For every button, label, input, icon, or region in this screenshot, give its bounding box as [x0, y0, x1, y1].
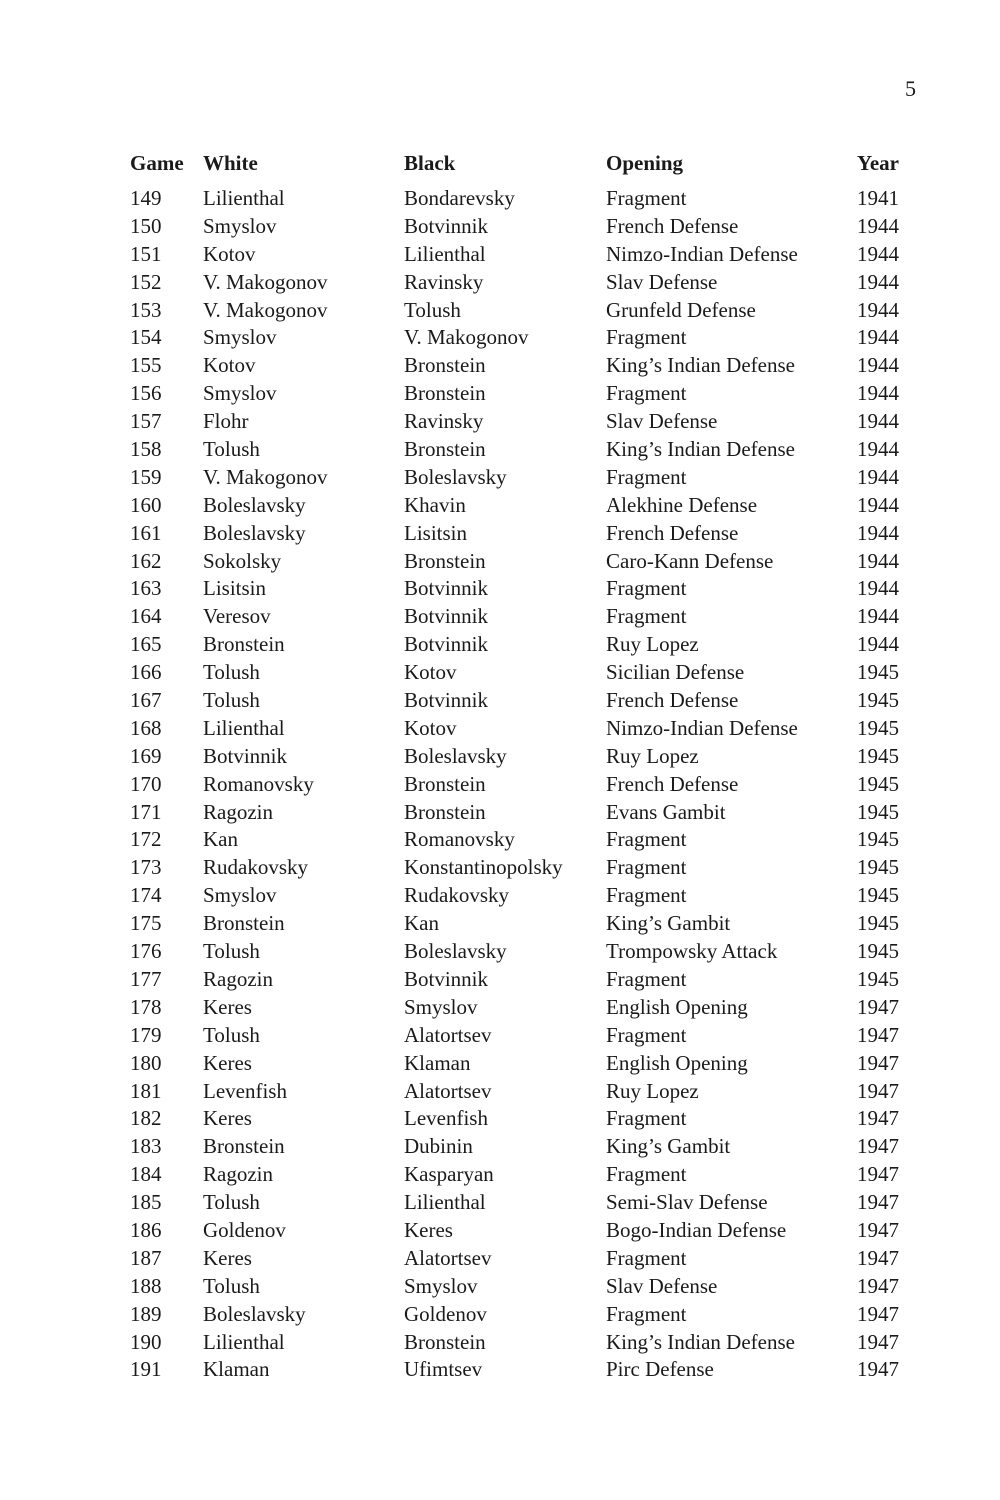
- table-row: [130, 1161, 905, 1189]
- header-year: Year: [857, 151, 899, 175]
- table-row: [130, 994, 905, 1022]
- cell-game: 173: [130, 855, 162, 880]
- cell-year: 1944: [857, 492, 899, 517]
- cell-year: 1944: [857, 409, 899, 434]
- cell-white: Smyslov: [203, 381, 277, 406]
- cell-opening: Fragment: [606, 1301, 687, 1326]
- cell-opening: Fragment: [606, 381, 687, 406]
- header-white: White: [203, 151, 258, 175]
- cell-game: 182: [130, 1106, 162, 1131]
- header-game: Game: [130, 151, 184, 175]
- cell-white: Lilienthal: [203, 715, 285, 740]
- cell-game: 151: [130, 241, 162, 266]
- table-row: [130, 520, 905, 548]
- cell-opening: Alekhine Defense: [606, 492, 758, 517]
- cell-black: Levenfish: [404, 1106, 488, 1131]
- cell-opening: Bogo-Indian Defense: [606, 1217, 787, 1242]
- cell-game: 184: [130, 1162, 162, 1187]
- cell-year: 1947: [857, 1273, 899, 1298]
- cell-white: Boleslavsky: [203, 520, 306, 545]
- cell-black: Bronstein: [404, 1329, 486, 1354]
- cell-white: Goldenov: [203, 1217, 286, 1242]
- cell-year: 1945: [857, 688, 899, 713]
- cell-year: 1947: [857, 1245, 899, 1270]
- cell-year: 1945: [857, 966, 899, 991]
- cell-opening: Slav Defense: [606, 409, 718, 434]
- cell-year: 1945: [857, 799, 899, 824]
- cell-year: 1947: [857, 1078, 899, 1103]
- cell-black: Ufimtsev: [404, 1357, 483, 1382]
- cell-black: Lilienthal: [404, 1190, 486, 1215]
- cell-white: Keres: [203, 1106, 252, 1131]
- cell-year: 1944: [857, 520, 899, 545]
- cell-year: 1947: [857, 994, 899, 1019]
- table-row: [130, 464, 905, 492]
- cell-year: 1944: [857, 548, 899, 573]
- cell-black: Botvinnik: [404, 604, 489, 629]
- cell-year: 1947: [857, 1190, 899, 1215]
- cell-opening: Slav Defense: [606, 1273, 718, 1298]
- cell-white: Tolush: [203, 688, 260, 713]
- cell-black: Klaman: [404, 1050, 471, 1075]
- cell-game: 174: [130, 883, 162, 908]
- cell-opening: Fragment: [606, 1022, 687, 1047]
- cell-game: 165: [130, 632, 162, 657]
- cell-black: Tolush: [404, 297, 461, 322]
- table-row: [130, 826, 905, 854]
- table-row: [130, 352, 905, 380]
- cell-black: Boleslavsky: [404, 464, 507, 489]
- cell-year: 1947: [857, 1162, 899, 1187]
- cell-opening: Fragment: [606, 1162, 687, 1187]
- cell-game: 164: [130, 604, 162, 629]
- cell-year: 1944: [857, 632, 899, 657]
- cell-black: Khavin: [404, 492, 466, 517]
- cell-game: 150: [130, 213, 162, 238]
- cell-game: 149: [130, 186, 162, 210]
- cell-year: 1945: [857, 660, 899, 685]
- cell-black: Botvinnik: [404, 632, 489, 657]
- table-row: [130, 297, 905, 325]
- cell-black: Bronstein: [404, 437, 486, 462]
- cell-white: Tolush: [203, 1273, 260, 1298]
- cell-black: Ravinsky: [404, 409, 484, 434]
- table-row: [130, 1329, 905, 1357]
- cell-game: 170: [130, 771, 162, 796]
- cell-black: Lilienthal: [404, 241, 486, 266]
- cell-opening: Ruy Lopez: [606, 632, 699, 657]
- cell-year: 1947: [857, 1134, 899, 1159]
- cell-year: 1947: [857, 1357, 899, 1382]
- cell-black: Alatortsev: [404, 1245, 492, 1270]
- cell-opening: Fragment: [606, 604, 687, 629]
- cell-opening: King’s Indian Defense: [606, 353, 795, 378]
- cell-game: 163: [130, 576, 162, 601]
- cell-game: 178: [130, 994, 162, 1019]
- page-number: 5: [905, 76, 916, 101]
- cell-white: Flohr: [203, 409, 249, 434]
- cell-opening: Slav Defense: [606, 269, 718, 294]
- cell-game: 179: [130, 1022, 162, 1047]
- table-row: [130, 882, 905, 910]
- cell-white: Tolush: [203, 1022, 260, 1047]
- cell-black: Kan: [404, 911, 439, 936]
- cell-year: 1945: [857, 855, 899, 880]
- cell-year: 1945: [857, 827, 899, 852]
- cell-opening: French Defense: [606, 213, 739, 238]
- cell-white: Boleslavsky: [203, 492, 306, 517]
- table-row: [130, 1273, 905, 1301]
- table-row: [130, 492, 905, 520]
- table-row: [130, 1301, 905, 1329]
- cell-game: 171: [130, 799, 162, 824]
- table-row: [130, 966, 905, 994]
- cell-year: 1945: [857, 771, 899, 796]
- cell-opening: Grunfeld Defense: [606, 297, 756, 322]
- table-row: [130, 743, 905, 771]
- cell-game: 176: [130, 939, 162, 964]
- cell-year: 1944: [857, 325, 899, 350]
- cell-white: Tolush: [203, 939, 260, 964]
- table-row: [130, 380, 905, 408]
- cell-white: Kotov: [203, 353, 256, 378]
- table-row: [130, 715, 905, 743]
- table-row: [130, 910, 905, 938]
- cell-game: 188: [130, 1273, 162, 1298]
- cell-black: Bondarevsky: [404, 186, 515, 210]
- cell-white: Levenfish: [203, 1078, 287, 1103]
- cell-game: 168: [130, 715, 162, 740]
- table-row: [130, 408, 905, 436]
- cell-opening: King’s Indian Defense: [606, 437, 795, 462]
- table-row: [130, 1050, 905, 1078]
- cell-opening: Semi-Slav Defense: [606, 1190, 768, 1215]
- cell-opening: Nimzo-Indian Defense: [606, 715, 798, 740]
- table-row: [130, 659, 905, 687]
- cell-game: 172: [130, 827, 162, 852]
- table-row: [130, 575, 905, 603]
- cell-year: 1944: [857, 297, 899, 322]
- cell-year: 1944: [857, 269, 899, 294]
- cell-black: Ravinsky: [404, 269, 484, 294]
- cell-game: 181: [130, 1078, 162, 1103]
- cell-white: Keres: [203, 1245, 252, 1270]
- cell-game: 175: [130, 911, 162, 936]
- cell-year: 1944: [857, 437, 899, 462]
- cell-black: Romanovsky: [404, 827, 515, 852]
- cell-white: Bronstein: [203, 911, 285, 936]
- cell-white: V. Makogonov: [203, 297, 328, 322]
- cell-opening: King’s Indian Defense: [606, 1329, 795, 1354]
- cell-opening: French Defense: [606, 771, 739, 796]
- cell-year: 1944: [857, 213, 899, 238]
- cell-white: V. Makogonov: [203, 269, 328, 294]
- cell-game: 166: [130, 660, 162, 685]
- cell-black: Smyslov: [404, 1273, 478, 1298]
- table-row: [130, 1356, 905, 1384]
- cell-white: Kotov: [203, 241, 256, 266]
- cell-black: V. Makogonov: [404, 325, 529, 350]
- cell-white: Smyslov: [203, 883, 277, 908]
- cell-game: 158: [130, 437, 162, 462]
- cell-game: 177: [130, 966, 162, 991]
- table-row: [130, 771, 905, 799]
- cell-white: Klaman: [203, 1357, 270, 1382]
- cell-white: Bronstein: [203, 632, 285, 657]
- cell-black: Bronstein: [404, 381, 486, 406]
- cell-year: 1947: [857, 1022, 899, 1047]
- cell-white: Ragozin: [203, 1162, 273, 1187]
- cell-game: 186: [130, 1217, 162, 1242]
- table-row: [130, 185, 905, 213]
- cell-year: 1944: [857, 353, 899, 378]
- cell-opening: Nimzo-Indian Defense: [606, 241, 798, 266]
- cell-white: Ragozin: [203, 966, 273, 991]
- header-black: Black: [404, 151, 456, 175]
- cell-game: 156: [130, 381, 162, 406]
- cell-opening: Trompowsky Attack: [606, 939, 778, 964]
- cell-year: 1944: [857, 464, 899, 489]
- cell-black: Kotov: [404, 715, 457, 740]
- cell-year: 1944: [857, 241, 899, 266]
- cell-year: 1945: [857, 911, 899, 936]
- cell-black: Boleslavsky: [404, 939, 507, 964]
- cell-black: Bronstein: [404, 771, 486, 796]
- cell-black: Konstantinopolsky: [404, 855, 563, 880]
- cell-opening: Caro-Kann Defense: [606, 548, 774, 573]
- cell-black: Botvinnik: [404, 688, 489, 713]
- cell-game: 153: [130, 297, 162, 322]
- table-body: [130, 185, 905, 1384]
- table-row: [130, 269, 905, 297]
- table-row: [130, 548, 905, 576]
- cell-game: 183: [130, 1134, 162, 1159]
- cell-black: Smyslov: [404, 994, 478, 1019]
- cell-black: Kotov: [404, 660, 457, 685]
- cell-black: Botvinnik: [404, 576, 489, 601]
- cell-game: 152: [130, 269, 162, 294]
- cell-black: Rudakovsky: [404, 883, 509, 908]
- cell-opening: Evans Gambit: [606, 799, 726, 824]
- table-row: [130, 1133, 905, 1161]
- table-header-row: [130, 148, 905, 178]
- cell-opening: King’s Gambit: [606, 1134, 731, 1159]
- cell-opening: English Opening: [606, 994, 748, 1019]
- cell-year: 1945: [857, 715, 899, 740]
- cell-black: Bronstein: [404, 548, 486, 573]
- cell-white: Romanovsky: [203, 771, 314, 796]
- games-table: [130, 148, 905, 1384]
- table-row: [130, 687, 905, 715]
- cell-opening: Fragment: [606, 325, 687, 350]
- cell-opening: Fragment: [606, 1106, 687, 1131]
- cell-black: Bronstein: [404, 353, 486, 378]
- cell-game: 180: [130, 1050, 162, 1075]
- cell-black: Boleslavsky: [404, 743, 507, 768]
- table-row: [130, 436, 905, 464]
- table-row: [130, 1245, 905, 1273]
- table-row: [130, 603, 905, 631]
- cell-white: Veresov: [203, 604, 271, 629]
- cell-game: 190: [130, 1329, 162, 1354]
- cell-white: Smyslov: [203, 325, 277, 350]
- header-opening: Opening: [606, 151, 684, 175]
- cell-game: 161: [130, 520, 162, 545]
- cell-game: 169: [130, 743, 162, 768]
- cell-game: 191: [130, 1357, 162, 1382]
- cell-opening: Fragment: [606, 966, 687, 991]
- cell-year: 1947: [857, 1329, 899, 1354]
- cell-opening: Fragment: [606, 827, 687, 852]
- cell-game: 187: [130, 1245, 162, 1270]
- cell-year: 1944: [857, 604, 899, 629]
- cell-black: Keres: [404, 1217, 453, 1242]
- cell-opening: Fragment: [606, 186, 687, 210]
- cell-opening: French Defense: [606, 688, 739, 713]
- cell-game: 189: [130, 1301, 162, 1326]
- cell-black: Lisitsin: [404, 520, 468, 545]
- cell-opening: Sicilian Defense: [606, 660, 745, 685]
- cell-opening: Fragment: [606, 1245, 687, 1270]
- cell-game: 160: [130, 492, 162, 517]
- cell-opening: Fragment: [606, 464, 687, 489]
- cell-black: Alatortsev: [404, 1022, 492, 1047]
- cell-black: Botvinnik: [404, 213, 489, 238]
- cell-opening: Ruy Lopez: [606, 743, 699, 768]
- cell-black: Botvinnik: [404, 966, 489, 991]
- cell-white: Kan: [203, 827, 238, 852]
- cell-year: 1944: [857, 576, 899, 601]
- cell-white: V. Makogonov: [203, 464, 328, 489]
- cell-year: 1945: [857, 939, 899, 964]
- cell-white: Sokolsky: [203, 548, 282, 573]
- table-row: [130, 631, 905, 659]
- cell-white: Tolush: [203, 660, 260, 685]
- cell-white: Keres: [203, 994, 252, 1019]
- cell-game: 185: [130, 1190, 162, 1215]
- cell-black: Bronstein: [404, 799, 486, 824]
- table-row: [130, 213, 905, 241]
- cell-year: 1947: [857, 1106, 899, 1131]
- cell-year: 1945: [857, 743, 899, 768]
- cell-opening: Pirc Defense: [606, 1357, 714, 1382]
- cell-opening: English Opening: [606, 1050, 748, 1075]
- cell-black: Kasparyan: [404, 1162, 494, 1187]
- table-row: [130, 938, 905, 966]
- cell-black: Dubinin: [404, 1134, 473, 1159]
- cell-year: 1947: [857, 1050, 899, 1075]
- cell-game: 162: [130, 548, 162, 573]
- table-row: [130, 799, 905, 827]
- cell-year: 1945: [857, 883, 899, 908]
- table-row: [130, 241, 905, 269]
- cell-white: Smyslov: [203, 213, 277, 238]
- cell-year: 1947: [857, 1301, 899, 1326]
- table-row: [130, 854, 905, 882]
- cell-game: 157: [130, 409, 162, 434]
- cell-white: Lisitsin: [203, 576, 267, 601]
- cell-game: 159: [130, 464, 162, 489]
- table-row: [130, 1022, 905, 1050]
- cell-opening: Fragment: [606, 576, 687, 601]
- cell-opening: Ruy Lopez: [606, 1078, 699, 1103]
- table-row: [130, 1189, 905, 1217]
- cell-year: 1941: [857, 186, 899, 210]
- cell-game: 154: [130, 325, 162, 350]
- table-row: [130, 324, 905, 352]
- cell-white: Ragozin: [203, 799, 273, 824]
- cell-opening: French Defense: [606, 520, 739, 545]
- cell-white: Lilienthal: [203, 1329, 285, 1354]
- table-row: [130, 1217, 905, 1245]
- table-row: [130, 1078, 905, 1106]
- cell-opening: Fragment: [606, 883, 687, 908]
- cell-white: Botvinnik: [203, 743, 288, 768]
- cell-year: 1944: [857, 381, 899, 406]
- cell-white: Tolush: [203, 437, 260, 462]
- cell-white: Bronstein: [203, 1134, 285, 1159]
- cell-black: Goldenov: [404, 1301, 487, 1326]
- cell-black: Alatortsev: [404, 1078, 492, 1103]
- cell-white: Tolush: [203, 1190, 260, 1215]
- cell-white: Keres: [203, 1050, 252, 1075]
- table-row: [130, 1105, 905, 1133]
- cell-white: Lilienthal: [203, 186, 285, 210]
- cell-white: Rudakovsky: [203, 855, 308, 880]
- cell-opening: King’s Gambit: [606, 911, 731, 936]
- cell-opening: Fragment: [606, 855, 687, 880]
- cell-game: 167: [130, 688, 162, 713]
- cell-game: 155: [130, 353, 162, 378]
- cell-year: 1947: [857, 1217, 899, 1242]
- cell-white: Boleslavsky: [203, 1301, 306, 1326]
